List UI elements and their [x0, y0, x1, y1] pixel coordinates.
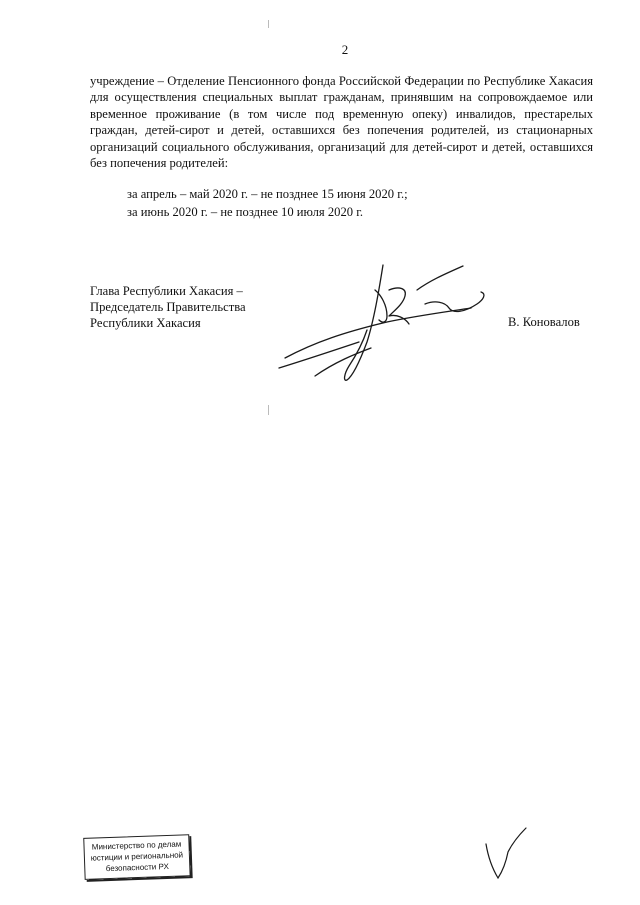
- stamp-line: юстиции и региональной: [90, 850, 184, 863]
- handwritten-signature: [275, 250, 495, 400]
- body-paragraph: учреждение – Отделение Пенсионного фонда Российской Федерации по Республике Хакасия для осуществления специальных выплат гражданам, принявшим на сопровождаемое или временное проживание (в том числе под временную опеку) инвалидов, престарелых граждан, детей-сирот и детей, оставшихся без попечения родителей, из стационарных организаций социального обслуживания, организаций для детей-сирот и детей, оставшихся без попечения родителей:: [90, 74, 593, 171]
- stamp-line: безопасности РХ: [105, 861, 169, 874]
- signatory-title-line: Председатель Правительства: [90, 300, 246, 315]
- handwritten-initials: [478, 826, 538, 886]
- signer-name: В. Коновалов: [508, 315, 580, 329]
- signatory-title-line: Глава Республики Хакасия –: [90, 284, 243, 298]
- scan-artifact: [268, 20, 269, 28]
- signatory-title: [90, 283, 246, 332]
- page-number: 2: [341, 42, 349, 57]
- scan-artifact: [268, 405, 269, 415]
- signatory-title-line: Республики Хакасия: [90, 316, 201, 331]
- deadline-june: за июнь 2020 г. – не позднее 10 июля 2020 г.: [127, 205, 364, 219]
- stamp-line: Министерство по делам: [91, 839, 182, 852]
- deadline-april-may: за апрель – май 2020 г. – не позднее 15 июня 2020 г.;: [127, 187, 408, 201]
- stamp-box: [83, 834, 190, 880]
- ministry-stamp: [83, 834, 195, 884]
